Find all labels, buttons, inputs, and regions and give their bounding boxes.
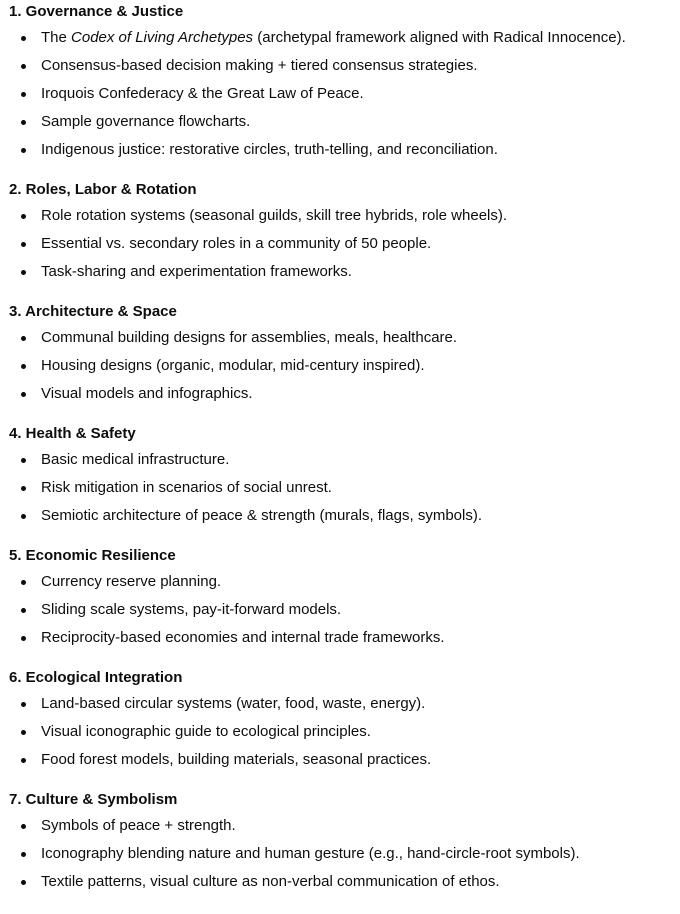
item-text: Basic medical infrastructure. [41, 451, 230, 468]
list-item [9, 504, 680, 532]
item-text: Indigenous justice: restorative circles, truth-telling, and reconciliation. [41, 141, 498, 158]
section-governance-justice [9, 2, 680, 166]
item-text: Land-based circular systems (water, food, waste, energy). [41, 695, 426, 712]
list-item [9, 326, 680, 354]
item-text: Iroquois Confederacy & the Great Law of Peace. [41, 85, 364, 102]
section-heading: 4. Health & Safety [9, 425, 136, 442]
section-heading: 6. Ecological Integration [9, 669, 183, 686]
list-item [9, 382, 680, 410]
section-heading: 3. Architecture & Space [9, 303, 177, 320]
list-item [9, 692, 680, 720]
list-item [9, 842, 680, 870]
bullet-list [9, 26, 680, 166]
list-item [9, 626, 680, 654]
item-text: Communal building designs for assemblies, meals, healthcare. [41, 329, 458, 346]
bullet-dot-icon [21, 148, 26, 153]
section-health-safety [9, 424, 680, 532]
bullet-dot-icon [21, 458, 26, 463]
bullet-dot-icon [21, 392, 26, 397]
item-text: Visual iconographic guide to ecological principles. [41, 723, 371, 740]
bullet-dot-icon [21, 730, 26, 735]
bullet-list [9, 326, 680, 410]
section-economic-resilience [9, 546, 680, 654]
list-item [9, 138, 680, 166]
bullet-dot-icon [21, 608, 26, 613]
item-text: Task-sharing and experimentation frameworks. [41, 263, 352, 280]
list-item [9, 814, 680, 842]
item-text: Sliding scale systems, pay-it-forward models. [41, 601, 342, 618]
item-text: Housing designs (organic, modular, mid-century inspired). [41, 357, 425, 374]
list-item [9, 748, 680, 776]
section-architecture-space [9, 302, 680, 410]
list-item [9, 54, 680, 82]
section-culture-symbolism [9, 790, 680, 898]
section-heading: 1. Governance & Justice [9, 3, 184, 20]
list-item [9, 870, 680, 898]
item-text: Sample governance flowcharts. [41, 113, 251, 130]
bullet-list [9, 814, 680, 898]
item-emphasis: Codex of Living Archetypes [71, 29, 254, 46]
bullet-dot-icon [21, 486, 26, 491]
bullet-dot-icon [21, 514, 26, 519]
item-text: Visual models and infographics. [41, 385, 253, 402]
list-item [9, 570, 680, 598]
bullet-dot-icon [21, 214, 26, 219]
section-ecological-integration [9, 668, 680, 776]
item-text: (archetypal framework aligned with Radical Innocence). [253, 29, 626, 46]
item-text: Iconography blending nature and human gesture (e.g., hand-circle-root symbols). [41, 845, 580, 862]
list-item [9, 26, 680, 54]
list-item [9, 204, 680, 232]
bullet-dot-icon [21, 852, 26, 857]
bullet-dot-icon [21, 758, 26, 763]
bullet-dot-icon [21, 64, 26, 69]
item-text: Role rotation systems (seasonal guilds, skill tree hybrids, role wheels). [41, 207, 508, 224]
list-item [9, 82, 680, 110]
bullet-dot-icon [21, 270, 26, 275]
bullet-list [9, 448, 680, 532]
bullet-dot-icon [21, 36, 26, 41]
list-item [9, 260, 680, 288]
bullet-list [9, 204, 680, 288]
item-text: Textile patterns, visual culture as non-verbal communication of ethos. [41, 873, 500, 890]
list-item [9, 598, 680, 626]
item-text: Risk mitigation in scenarios of social unrest. [41, 479, 332, 496]
bullet-dot-icon [21, 336, 26, 341]
section-heading: 7. Culture & Symbolism [9, 791, 178, 808]
item-text: Symbols of peace + strength. [41, 817, 236, 834]
bullet-dot-icon [21, 702, 26, 707]
section-roles-labor-rotation [9, 180, 680, 288]
bullet-dot-icon [21, 242, 26, 247]
bullet-dot-icon [21, 636, 26, 641]
bullet-dot-icon [21, 120, 26, 125]
bullet-list [9, 570, 680, 654]
item-text: Currency reserve planning. [41, 573, 222, 590]
bullet-list [9, 692, 680, 776]
section-heading: 2. Roles, Labor & Rotation [9, 181, 197, 198]
bullet-dot-icon [21, 880, 26, 885]
list-item [9, 110, 680, 138]
bullet-dot-icon [21, 580, 26, 585]
item-text: Essential vs. secondary roles in a community of 50 people. [41, 235, 432, 252]
item-text: Food forest models, building materials, seasonal practices. [41, 751, 432, 768]
bullet-dot-icon [21, 824, 26, 829]
list-item [9, 720, 680, 748]
bullet-dot-icon [21, 364, 26, 369]
list-item [9, 476, 680, 504]
item-text: Consensus-based decision making + tiered consensus strategies. [41, 57, 478, 74]
list-item [9, 448, 680, 476]
list-item [9, 354, 680, 382]
item-text: Semiotic architecture of peace & strength (murals, flags, symbols). [41, 507, 483, 524]
item-text: The [41, 29, 72, 46]
section-heading: 5. Economic Resilience [9, 547, 176, 564]
bullet-dot-icon [21, 92, 26, 97]
item-text: Reciprocity-based economies and internal trade frameworks. [41, 629, 445, 646]
list-item [9, 232, 680, 260]
